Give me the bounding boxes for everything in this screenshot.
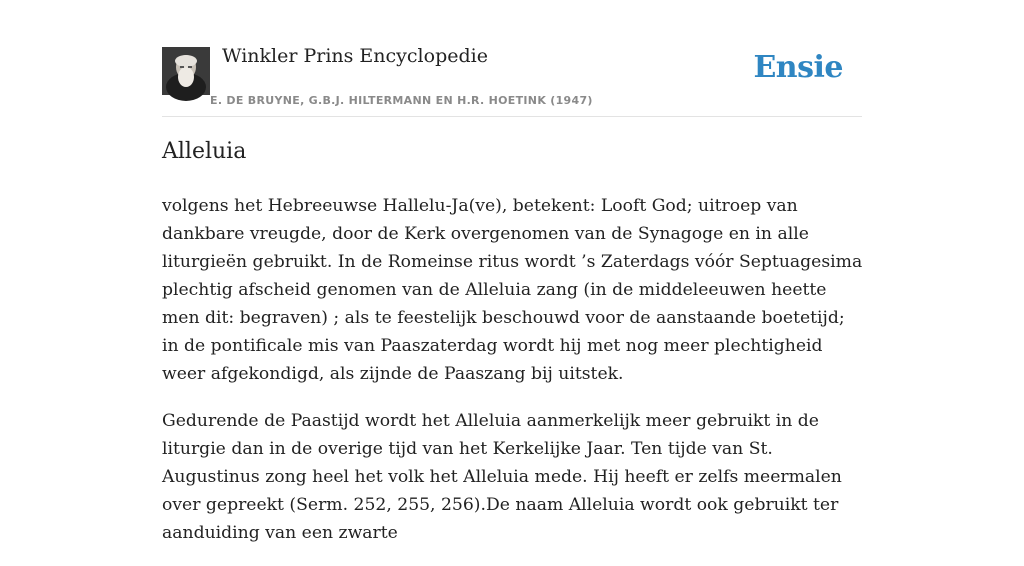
brand-logo-link[interactable]: Ensie bbox=[753, 50, 843, 85]
authors-byline: E. DE BRUYNE, G.B.J. HILTERMANN EN H.R. HOETINK (1947) bbox=[210, 94, 593, 107]
site-header bbox=[162, 45, 862, 117]
article-title: Alleluia bbox=[162, 139, 247, 164]
site-title[interactable]: Winkler Prins Encyclopedie bbox=[222, 45, 488, 67]
author-portrait-avatar[interactable] bbox=[162, 47, 210, 95]
article-body bbox=[162, 192, 866, 566]
article-paragraph-2: Gedurende de Paastijd wordt het Alleluia aanmerkelijk meer gebruikt in de liturgie dan in de overige tijd van het Kerkelijke Jaar. Ten tijde van St. Augustinus zong heel het volk het Alleluia mede. Hij heeft er zelfs meermalen over gepreekt (Serm. 252, 255, 256).De naam Alleluia wordt ook gebruikt ter aanduiding van een zwarte bbox=[162, 411, 842, 543]
article-paragraph-1: volgens het Hebreeuwse Hallelu-Ja(ve), betekent: Looft God; uitroep van dankbare vreugde, door de Kerk overgenomen van de Synagoge en in alle liturgieën gebruikt. In de Romeinse ritus wordt ’s Zaterdags vóór Septuagesima plechtig afscheid genomen van de Alleluia zang (in de middeleeuwen heette men dit: begraven) ; als te feestelijk beschouwd voor de aanstaande boetetijd; in de pontificale mis van Paaszaterdag wordt hij met nog meer plechtigheid weer afgekondigd, als zijnde de Paaszang bij uitstek. bbox=[162, 196, 863, 384]
portrait-icon bbox=[162, 47, 210, 95]
